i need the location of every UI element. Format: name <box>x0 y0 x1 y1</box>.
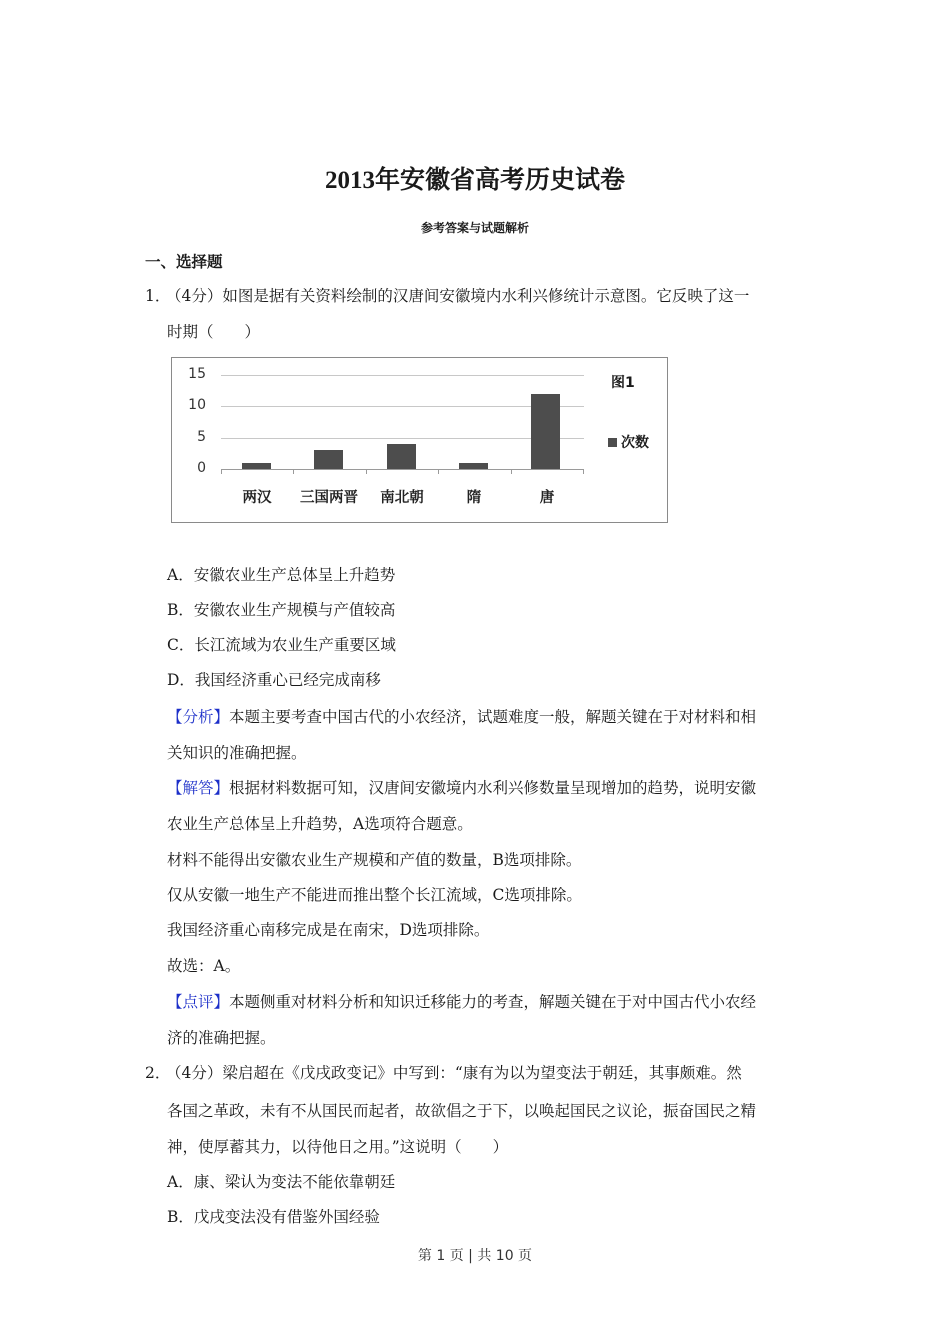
x-axis <box>221 469 584 470</box>
answer-line3: 材料不能得出安徽农业生产规模和产值的数量，B选项排除。 <box>167 851 582 869</box>
category-label: 两汉 <box>242 490 272 506</box>
bar-liang-han <box>242 463 271 469</box>
question-1-option-b: B．安徽农业生产规模与产值较高 <box>167 601 396 619</box>
x-tick <box>511 469 512 474</box>
document-subtitle: 参考答案与试题解析 <box>420 221 529 235</box>
answer-line6: 故选：A。 <box>167 957 241 975</box>
x-tick <box>438 469 439 474</box>
answer-tag: 【解答】 <box>167 779 230 797</box>
analysis-text: 本题主要考查中国古代的小农经济，试题难度一般，解题关键在于对材料和相 <box>229 708 757 726</box>
question-1-option-a: A．安徽农业生产总体呈上升趋势 <box>167 566 396 584</box>
analysis-paragraph <box>167 707 756 727</box>
question-1-option-c: C．长江流域为农业生产重要区域 <box>167 636 396 654</box>
x-tick <box>293 469 294 474</box>
x-tick <box>221 469 222 474</box>
y-tick-label: 15 <box>188 366 206 382</box>
question-1-option-d: D．我国经济重心已经完成南移 <box>167 671 381 689</box>
bar-chart <box>171 357 668 523</box>
category-label: 唐 <box>539 490 555 506</box>
answer-paragraph <box>167 778 756 798</box>
gridline-5 <box>221 438 584 439</box>
question-1-number: 1． <box>145 287 171 305</box>
question-2-option-b: B．戊戌变法没有借鉴外国经验 <box>167 1208 380 1226</box>
y-tick-label: 5 <box>197 429 206 445</box>
y-tick-label: 10 <box>188 397 206 413</box>
question-1-stem-line2: 时期（ ） <box>167 323 261 341</box>
question-2-stem-line2: 各国之革政，未有不从国民而起者，故欲倡之于下，以唤起国民之议论，振奋国民之精 <box>167 1102 757 1120</box>
x-tick <box>366 469 367 474</box>
chart-legend <box>608 432 649 452</box>
document-title: 2013年安徽省高考历史试卷 <box>324 167 625 194</box>
legend-label: 次数 <box>621 435 649 451</box>
x-tick <box>583 469 584 474</box>
category-label: 南北朝 <box>380 490 424 506</box>
answer-text: 根据材料数据可知，汉唐间安徽境内水利兴修数量呈现增加的趋势，说明安徽 <box>229 779 757 797</box>
analysis-tag: 【分析】 <box>167 708 230 726</box>
category-label: 隋 <box>466 490 482 506</box>
comment-line2: 济的准确把握。 <box>167 1029 276 1047</box>
chart-title: 图1 <box>611 375 635 391</box>
answer-line5: 我国经济重心南移完成是在南宋，D选项排除。 <box>167 921 490 939</box>
question-2-number: 2． <box>145 1064 171 1082</box>
page-footer: 第 1 页 | 共 10 页 <box>417 1248 533 1264</box>
analysis-line2: 关知识的准确把握。 <box>167 744 307 762</box>
bar-san-guo-liang-jin <box>314 450 343 469</box>
question-2-stem-line1: （4分）梁启超在《戊戌政变记》中写到：“康有为以为望变法于朝廷，其事颇难。然 <box>166 1064 742 1082</box>
comment-text: 本题侧重对材料分析和知识迁移能力的考查，解题关键在于对中国古代小农经 <box>229 993 757 1011</box>
category-label: 三国两晋 <box>300 490 358 506</box>
bar-nan-bei-chao <box>387 444 416 469</box>
gridline-15 <box>221 375 584 376</box>
question-1-stem-line1: （4分）如图是据有关资料绘制的汉唐间安徽境内水利兴修统计示意图。它反映了这一 <box>166 287 750 305</box>
answer-line4: 仅从安徽一地生产不能进而推出整个长江流域，C选项排除。 <box>167 886 582 904</box>
question-2-stem-line3: 神，使厚蓄其力，以待他日之用。”这说明（ ） <box>167 1138 509 1156</box>
comment-tag: 【点评】 <box>167 993 230 1011</box>
y-tick-label: 0 <box>197 460 206 476</box>
section-heading: 一、选择题 <box>145 253 223 271</box>
legend-swatch-icon <box>608 438 617 447</box>
comment-paragraph <box>167 992 756 1012</box>
bar-tang <box>531 394 560 469</box>
bar-sui <box>459 463 488 469</box>
question-2-option-a: A．康、梁认为变法不能依靠朝廷 <box>167 1173 396 1191</box>
answer-line2: 农业生产总体呈上升趋势，A选项符合题意。 <box>167 815 473 833</box>
gridline-10 <box>221 406 584 407</box>
